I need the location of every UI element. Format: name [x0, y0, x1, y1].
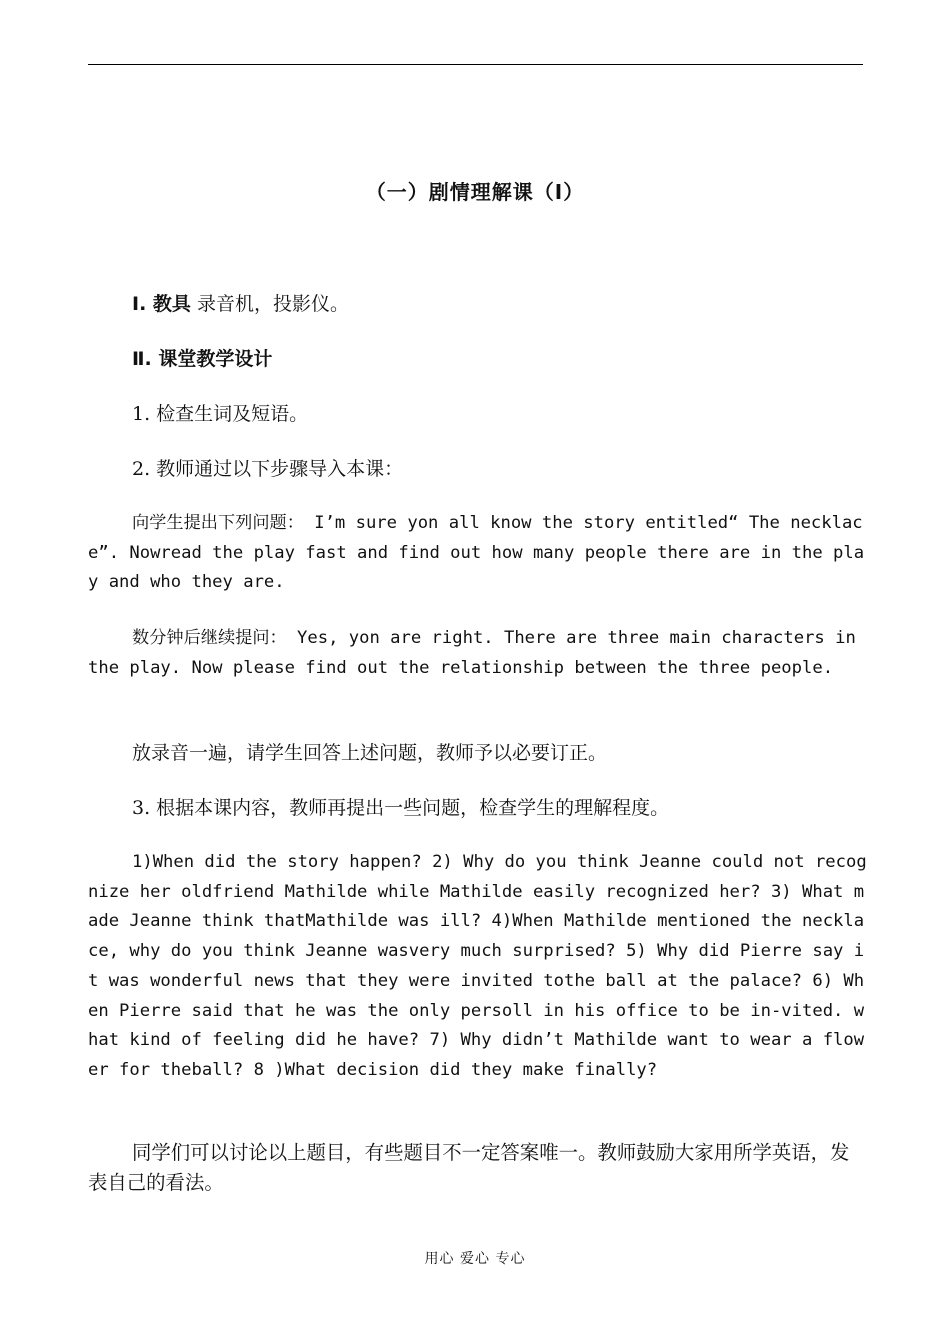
play-tape-line: 放录音一遍，请学生回答上述问题，教师予以必要订正。 — [132, 742, 608, 764]
question-list: 1)When did the story happen? 2) Why do you think Jeanne could not recognize her oldfriend Mathilde while Mathilde easily recognized her? 3) What made Jeanne think thatMathilde was ill? 4)When Mathilde mentioned the necklace, why do you think Jeanne wasvery much surprised? 5) Why did Pierre say it was wonderful news that they were invited tothe ball at the palace? 6) When Pierre said that he was the only persoll in his office to be in-vited. what kind of feeling did he have? 7) Why didn’t Mathilde want to wear a flower for theball? 8 )What decision did they make finally? — [88, 852, 867, 1080]
page-title: （一）剧情理解课（Ⅰ） — [365, 180, 585, 204]
discussion-paragraph: 同学们可以讨论以上题目，有些题目不一定答案唯一。教师鼓励大家用所学英语，发表自己的看法。 — [88, 1141, 850, 1194]
header-rule — [88, 64, 863, 65]
question-followup: 数分钟后继续提问： Yes, yon are right. There are three main characters in the play. Now please find out the relationship between the three people. — [88, 628, 856, 678]
step-2: 2. 教师通过以下步骤导入本课： — [132, 458, 404, 480]
teaching-aids-line — [88, 289, 912, 316]
step-1: 1. 检查生词及短语。 — [132, 403, 309, 425]
design-heading: Ⅱ. 课堂教学设计 — [132, 348, 273, 370]
step-3: 3. 根据本课内容，教师再提出一些问题，检查学生的理解程度。 — [132, 797, 670, 819]
teaching-aids-text: 录音机，投影仪。 — [196, 293, 349, 315]
footer-motto: 用心 爱心 专心 — [424, 1251, 526, 1267]
question-intro: 向学生提出下列问题： I’m sure yon all know the story entitled“ The necklace”. Nowread the play fast and find out how many people there are in the play and who they are. — [88, 513, 865, 593]
teaching-aids-label: Ⅰ. 教具 — [132, 293, 191, 315]
